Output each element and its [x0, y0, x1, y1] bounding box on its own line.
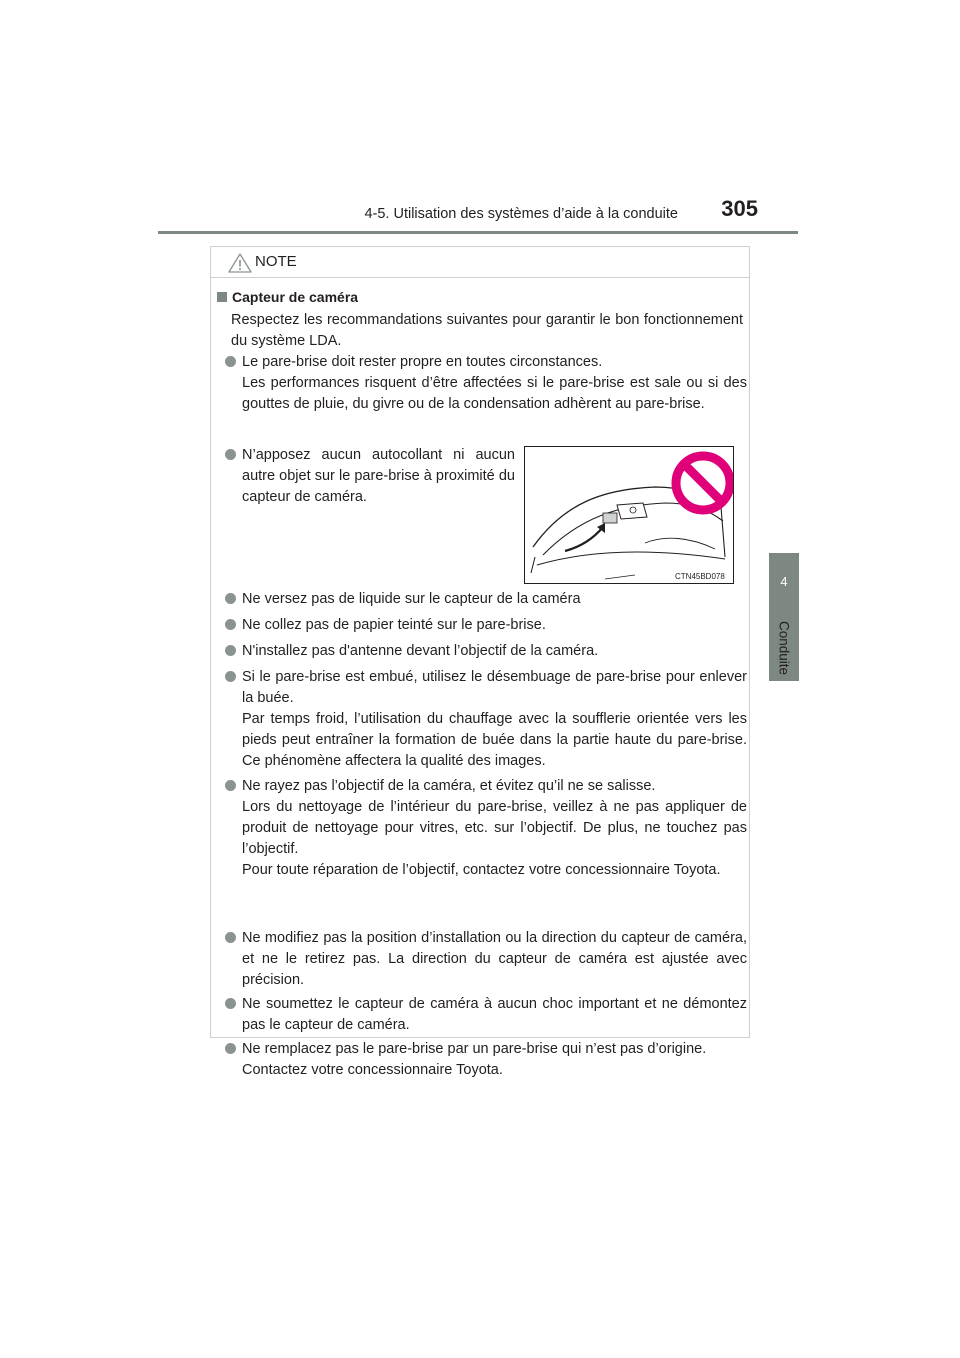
list-item-text: N'installez pas d'antenne devant l’objectif de la caméra. [242, 643, 599, 659]
page-number: 305 [721, 196, 758, 221]
list-item-text: Ne versez pas de liquide sur le capteur de la caméra [242, 591, 581, 607]
bullet-dot-icon [225, 932, 236, 943]
bullet-dot-icon [225, 593, 236, 604]
bullet-dot-icon [225, 998, 236, 1009]
bullet-dot-icon [225, 1043, 236, 1054]
list-item-text: N’apposez aucun autocollant ni aucun autre objet sur le pare-brise à proximité du capteur de caméra. [242, 447, 515, 505]
bullet-dot-icon [225, 449, 236, 460]
list-item-text: Ne remplacez pas le pare-brise par un pare-brise qui n’est pas d’origine. Contactez votre concessionnaire Toyota. [242, 1041, 707, 1078]
note-label: NOTE [255, 253, 297, 270]
list-item-text: Ne rayez pas l’objectif de la caméra, et évitez qu’il ne se salisse. Lors du nettoyage de l’intérieur du pare-brise, veillez à ne pas appliquer de produit de nettoyage pour vitres, etc. sur l’objectif. De plus, ne touchez pas l’objectif. Pour toute réparation de l’objectif, contactez votre concessionnaire Toyota. [242, 778, 747, 878]
section-heading-text: Capteur de caméra [232, 289, 359, 305]
running-header-title: 4-5. Utilisation des systèmes d’aide à la conduite [364, 206, 678, 222]
chapter-tab-number: 4 [780, 574, 788, 589]
bullet-dot-icon [225, 780, 236, 791]
warning-triangle-icon [227, 252, 253, 274]
chapter-tab-label: Conduite [776, 620, 792, 676]
section-heading [217, 289, 358, 305]
bullet-dot-icon [225, 619, 236, 630]
bullet-dot-icon [225, 645, 236, 656]
note-header [211, 247, 749, 278]
list-item-text: Ne soumettez le capteur de caméra à aucun choc important et ne démontez pas le capteur de caméra. [242, 996, 747, 1033]
intro-paragraph: Respectez les recommandations suivantes pour garantir le bon fonctionnement du système LDA. [231, 312, 743, 349]
list-item-text: Ne modifiez pas la position d’installation ou la direction du capteur de caméra, et ne le retirez pas. La direction du capteur de caméra est ajustée avec précision. [242, 930, 747, 988]
list-item-text: Si le pare-brise est embué, utilisez le désembuage de pare-brise pour enlever la buée. Par temps froid, l’utilisation du chauffage avec la soufflerie orientée vers les pieds peut entraîner la formation de buée dans la partie haute du pare-brise. Ce phénomène affectera la qualité des images. [242, 669, 747, 769]
prohibited-icon [676, 456, 730, 510]
square-bullet-icon [217, 292, 227, 302]
note-box [210, 246, 750, 1078]
list-item-text: Ne collez pas de papier teinté sur le pare-brise. [242, 617, 546, 633]
illustration-code: CTN45BD078 [675, 572, 725, 581]
list-item-text: Le pare-brise doit rester propre en toutes circonstances. Les performances risquent d’être affectées si le pare-brise est sale ou si des gouttes de pluie, du givre ou de la condensation adhèrent au pare-brise. [242, 354, 747, 412]
windshield-illustration [524, 446, 734, 584]
windshield-drawing [525, 447, 733, 583]
bullet-dot-icon [225, 671, 236, 682]
bullet-dot-icon [225, 356, 236, 367]
header-rule [158, 231, 798, 234]
